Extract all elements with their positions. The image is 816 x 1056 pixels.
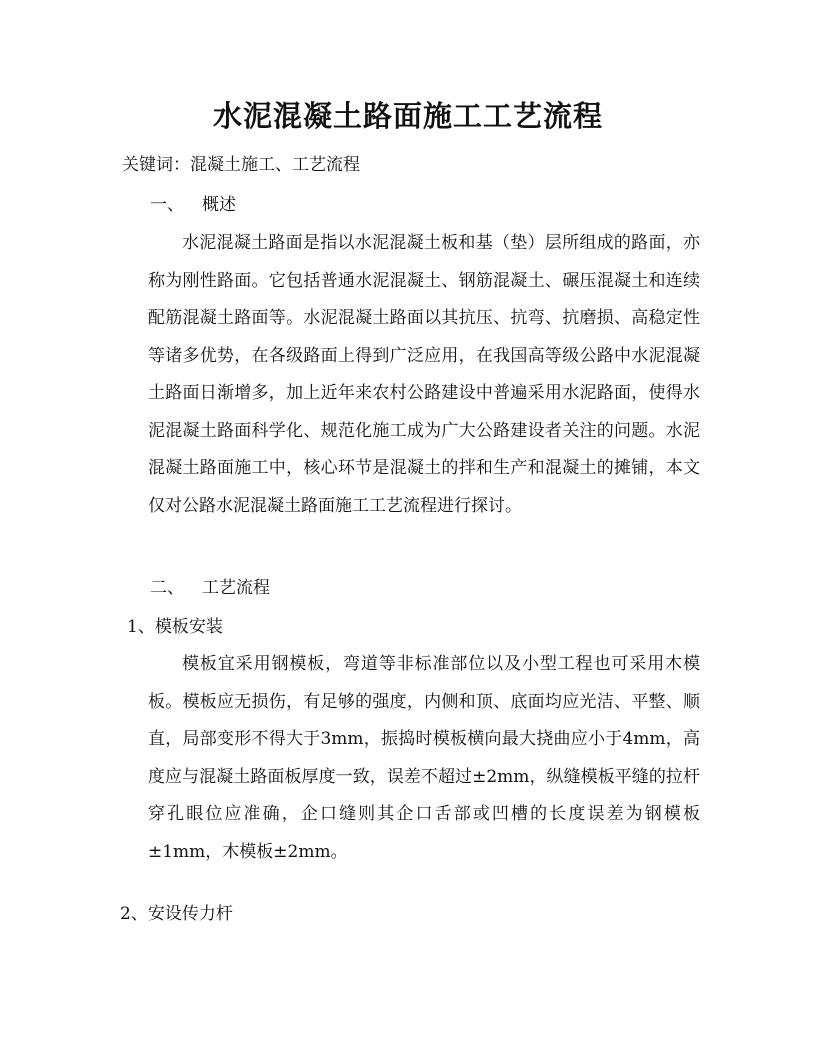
- document-title: 水泥混凝土路面施工工艺流程: [212, 99, 603, 133]
- section-number: 一、: [150, 195, 184, 215]
- section-number: 二、: [150, 578, 184, 598]
- subsection-heading-formwork: 1、模板安装: [127, 617, 223, 637]
- overview-paragraph: 水泥混凝土路面是指以水泥混凝土板和基（垫）层所组成的路面，亦称为刚性路面。它包括普通水泥混凝土、钢筋混凝土、碾压混凝土和连续配筋混凝土路面等。水泥混凝土路面以其抗压、抗弯、抗磨损、高稳定性等诸多优势，在各级路面上得到广泛应用，在我国高等级公路中水泥混凝土路面日渐增多，加上近年来农村公路建设中普遍采用水泥路面，使得水泥混凝土路面科学化、规范化施工成为广大公路建设者关注的问题。水泥混凝土路面施工中，核心环节是混凝土的拌和生产和混凝土的摊铺，本文仅对公路水泥混凝土路面施工工艺流程进行探讨。: [148, 233, 700, 516]
- section-heading-overview: [150, 192, 236, 218]
- section-heading-process: [150, 575, 270, 601]
- section-title: 工艺流程: [202, 578, 270, 598]
- formwork-paragraph: 模板宜采用钢模板，弯道等非标准部位以及小型工程也可采用木模板。模板应无损伤，有足够的强度，内侧和顶、底面均应光洁、平整、顺直，局部变形不得大于3mm，振捣时模板横向最大挠曲应小于4mm，高度应与混凝土路面板厚度一致，误差不超过±2mm，纵缝模板平缝的拉杆穿孔眼位应准确，企口缝则其企口舌部或凹槽的长度误差为钢模板±1mm，木模板±2mm。: [148, 654, 700, 862]
- section-title: 概述: [202, 195, 236, 215]
- keywords-line: 关键词：混凝土施工、工艺流程: [122, 155, 360, 175]
- subsection-heading-dowel-bars: 2、安设传力杆: [120, 904, 233, 924]
